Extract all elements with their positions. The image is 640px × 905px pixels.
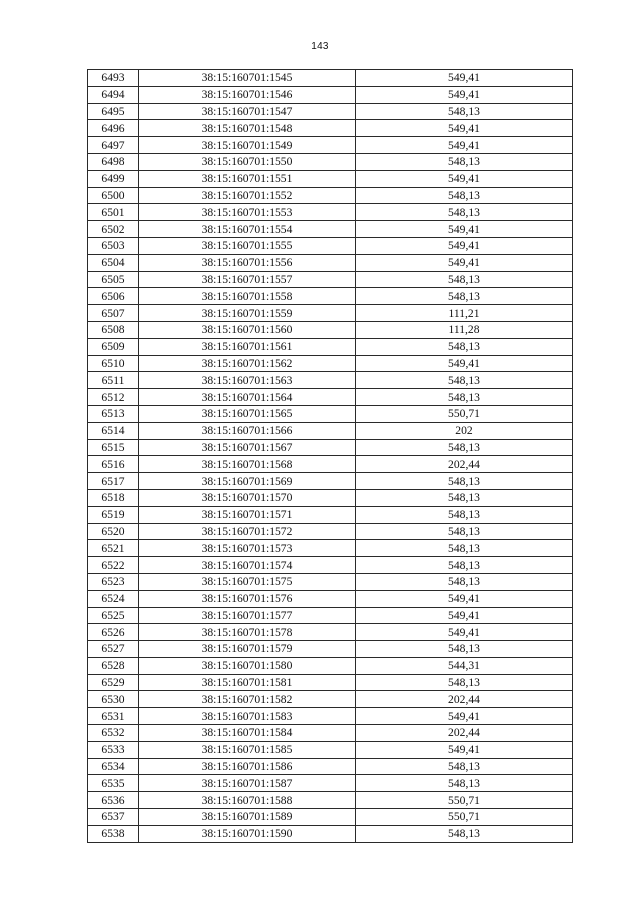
table-row	[88, 120, 573, 137]
row-number-cell: 6504	[88, 254, 139, 271]
cadastral-number-cell: 38:15:160701:1565	[139, 405, 356, 422]
parcel-table-body	[88, 70, 573, 843]
table-row	[88, 792, 573, 809]
row-number-cell: 6534	[88, 758, 139, 775]
page-number: 143	[311, 41, 329, 52]
row-number-cell: 6505	[88, 271, 139, 288]
cadastral-number-cell: 38:15:160701:1583	[139, 708, 356, 725]
area-cell: 548,13	[356, 389, 573, 406]
row-number-cell: 6508	[88, 321, 139, 338]
row-number-cell: 6538	[88, 825, 139, 842]
area-cell: 549,41	[356, 254, 573, 271]
row-number-cell: 6509	[88, 338, 139, 355]
row-number-cell: 6521	[88, 540, 139, 557]
area-cell: 548,13	[356, 473, 573, 490]
row-number-cell: 6513	[88, 405, 139, 422]
area-cell: 202,44	[356, 725, 573, 742]
cadastral-number-cell: 38:15:160701:1552	[139, 187, 356, 204]
area-cell: 548,13	[356, 187, 573, 204]
table-row	[88, 708, 573, 725]
area-cell: 549,41	[356, 221, 573, 238]
row-number-cell: 6517	[88, 473, 139, 490]
table-row	[88, 523, 573, 540]
row-number-cell: 6497	[88, 137, 139, 154]
cadastral-number-cell: 38:15:160701:1549	[139, 137, 356, 154]
row-number-cell: 6535	[88, 775, 139, 792]
area-cell: 548,13	[356, 271, 573, 288]
area-cell: 548,13	[356, 758, 573, 775]
cadastral-number-cell: 38:15:160701:1560	[139, 321, 356, 338]
row-number-cell: 6494	[88, 86, 139, 103]
area-cell: 549,41	[356, 355, 573, 372]
row-number-cell: 6537	[88, 809, 139, 826]
table-row	[88, 540, 573, 557]
cadastral-number-cell: 38:15:160701:1572	[139, 523, 356, 540]
cadastral-number-cell: 38:15:160701:1571	[139, 506, 356, 523]
table-row	[88, 775, 573, 792]
area-cell: 548,13	[356, 523, 573, 540]
cadastral-number-cell: 38:15:160701:1567	[139, 439, 356, 456]
row-number-cell: 6493	[88, 70, 139, 87]
cadastral-number-cell: 38:15:160701:1550	[139, 153, 356, 170]
row-number-cell: 6506	[88, 288, 139, 305]
row-number-cell: 6522	[88, 557, 139, 574]
table-row	[88, 691, 573, 708]
row-number-cell: 6496	[88, 120, 139, 137]
table-row	[88, 137, 573, 154]
row-number-cell: 6532	[88, 725, 139, 742]
row-number-cell: 6512	[88, 389, 139, 406]
area-cell: 549,41	[356, 170, 573, 187]
area-cell: 549,41	[356, 607, 573, 624]
cadastral-number-cell: 38:15:160701:1587	[139, 775, 356, 792]
cadastral-number-cell: 38:15:160701:1548	[139, 120, 356, 137]
area-cell: 548,13	[356, 506, 573, 523]
cadastral-number-cell: 38:15:160701:1586	[139, 758, 356, 775]
area-cell: 548,13	[356, 825, 573, 842]
table-row	[88, 271, 573, 288]
cadastral-number-cell: 38:15:160701:1558	[139, 288, 356, 305]
area-cell: 549,41	[356, 86, 573, 103]
area-cell: 549,41	[356, 70, 573, 87]
area-cell: 548,13	[356, 540, 573, 557]
area-cell: 548,13	[356, 153, 573, 170]
row-number-cell: 6499	[88, 170, 139, 187]
area-cell: 548,13	[356, 573, 573, 590]
area-cell: 549,41	[356, 624, 573, 641]
area-cell: 548,13	[356, 557, 573, 574]
table-row	[88, 456, 573, 473]
area-cell: 548,13	[356, 338, 573, 355]
cadastral-number-cell: 38:15:160701:1584	[139, 725, 356, 742]
row-number-cell: 6511	[88, 372, 139, 389]
area-cell: 548,13	[356, 674, 573, 691]
area-cell: 550,71	[356, 792, 573, 809]
cadastral-number-cell: 38:15:160701:1570	[139, 489, 356, 506]
row-number-cell: 6520	[88, 523, 139, 540]
table-row	[88, 237, 573, 254]
table-row	[88, 153, 573, 170]
area-cell: 544,31	[356, 657, 573, 674]
table-row	[88, 439, 573, 456]
row-number-cell: 6495	[88, 103, 139, 120]
table-row	[88, 557, 573, 574]
row-number-cell: 6529	[88, 674, 139, 691]
area-cell: 111,28	[356, 321, 573, 338]
area-cell: 550,71	[356, 809, 573, 826]
cadastral-number-cell: 38:15:160701:1579	[139, 641, 356, 658]
table-row	[88, 624, 573, 641]
cadastral-number-cell: 38:15:160701:1575	[139, 573, 356, 590]
cadastral-number-cell: 38:15:160701:1566	[139, 422, 356, 439]
cadastral-number-cell: 38:15:160701:1561	[139, 338, 356, 355]
cadastral-number-cell: 38:15:160701:1564	[139, 389, 356, 406]
table-row	[88, 489, 573, 506]
area-cell: 202	[356, 422, 573, 439]
cadastral-number-cell: 38:15:160701:1557	[139, 271, 356, 288]
cadastral-number-cell: 38:15:160701:1577	[139, 607, 356, 624]
cadastral-number-cell: 38:15:160701:1576	[139, 590, 356, 607]
table-row	[88, 809, 573, 826]
area-cell: 548,13	[356, 103, 573, 120]
table-row	[88, 254, 573, 271]
area-cell: 549,41	[356, 741, 573, 758]
area-cell: 548,13	[356, 775, 573, 792]
table-row	[88, 204, 573, 221]
cadastral-number-cell: 38:15:160701:1580	[139, 657, 356, 674]
row-number-cell: 6514	[88, 422, 139, 439]
parcel-table	[87, 69, 573, 843]
cadastral-number-cell: 38:15:160701:1551	[139, 170, 356, 187]
row-number-cell: 6500	[88, 187, 139, 204]
table-row	[88, 741, 573, 758]
area-cell: 549,41	[356, 137, 573, 154]
table-row	[88, 473, 573, 490]
area-cell: 549,41	[356, 708, 573, 725]
table-row	[88, 674, 573, 691]
table-row	[88, 221, 573, 238]
table-row	[88, 657, 573, 674]
table-row	[88, 422, 573, 439]
row-number-cell: 6510	[88, 355, 139, 372]
row-number-cell: 6502	[88, 221, 139, 238]
table-row	[88, 86, 573, 103]
cadastral-number-cell: 38:15:160701:1581	[139, 674, 356, 691]
cadastral-number-cell: 38:15:160701:1585	[139, 741, 356, 758]
table-row	[88, 70, 573, 87]
cadastral-number-cell: 38:15:160701:1547	[139, 103, 356, 120]
table-row	[88, 641, 573, 658]
cadastral-number-cell: 38:15:160701:1578	[139, 624, 356, 641]
area-cell: 549,41	[356, 590, 573, 607]
area-cell: 548,13	[356, 641, 573, 658]
row-number-cell: 6523	[88, 573, 139, 590]
cadastral-number-cell: 38:15:160701:1573	[139, 540, 356, 557]
area-cell: 548,13	[356, 288, 573, 305]
table-row	[88, 170, 573, 187]
area-cell: 202,44	[356, 456, 573, 473]
cadastral-number-cell: 38:15:160701:1563	[139, 372, 356, 389]
cadastral-number-cell: 38:15:160701:1555	[139, 237, 356, 254]
table-row	[88, 506, 573, 523]
row-number-cell: 6515	[88, 439, 139, 456]
table-row	[88, 187, 573, 204]
row-number-cell: 6524	[88, 590, 139, 607]
table-row	[88, 758, 573, 775]
table-row	[88, 355, 573, 372]
area-cell: 549,41	[356, 120, 573, 137]
area-cell: 548,13	[356, 439, 573, 456]
row-number-cell: 6527	[88, 641, 139, 658]
cadastral-number-cell: 38:15:160701:1554	[139, 221, 356, 238]
table-row	[88, 389, 573, 406]
cadastral-number-cell: 38:15:160701:1574	[139, 557, 356, 574]
table-row	[88, 103, 573, 120]
area-cell: 550,71	[356, 405, 573, 422]
area-cell: 548,13	[356, 489, 573, 506]
table-row	[88, 590, 573, 607]
table-row	[88, 338, 573, 355]
table-row	[88, 825, 573, 842]
table-row	[88, 288, 573, 305]
area-cell: 111,21	[356, 305, 573, 322]
row-number-cell: 6526	[88, 624, 139, 641]
area-cell: 202,44	[356, 691, 573, 708]
row-number-cell: 6507	[88, 305, 139, 322]
row-number-cell: 6498	[88, 153, 139, 170]
row-number-cell: 6531	[88, 708, 139, 725]
area-cell: 548,13	[356, 204, 573, 221]
row-number-cell: 6530	[88, 691, 139, 708]
cadastral-number-cell: 38:15:160701:1588	[139, 792, 356, 809]
row-number-cell: 6503	[88, 237, 139, 254]
cadastral-number-cell: 38:15:160701:1582	[139, 691, 356, 708]
row-number-cell: 6516	[88, 456, 139, 473]
row-number-cell: 6525	[88, 607, 139, 624]
cadastral-number-cell: 38:15:160701:1546	[139, 86, 356, 103]
cadastral-number-cell: 38:15:160701:1545	[139, 70, 356, 87]
row-number-cell: 6519	[88, 506, 139, 523]
cadastral-number-cell: 38:15:160701:1559	[139, 305, 356, 322]
table-row	[88, 607, 573, 624]
row-number-cell: 6536	[88, 792, 139, 809]
cadastral-number-cell: 38:15:160701:1562	[139, 355, 356, 372]
table-row	[88, 573, 573, 590]
cadastral-number-cell: 38:15:160701:1568	[139, 456, 356, 473]
cadastral-number-cell: 38:15:160701:1569	[139, 473, 356, 490]
row-number-cell: 6501	[88, 204, 139, 221]
cadastral-number-cell: 38:15:160701:1590	[139, 825, 356, 842]
area-cell: 548,13	[356, 372, 573, 389]
row-number-cell: 6528	[88, 657, 139, 674]
cadastral-number-cell: 38:15:160701:1553	[139, 204, 356, 221]
table-row	[88, 372, 573, 389]
table-row	[88, 305, 573, 322]
cadastral-number-cell: 38:15:160701:1556	[139, 254, 356, 271]
row-number-cell: 6533	[88, 741, 139, 758]
table-row	[88, 405, 573, 422]
table-row	[88, 321, 573, 338]
cadastral-number-cell: 38:15:160701:1589	[139, 809, 356, 826]
table-row	[88, 725, 573, 742]
row-number-cell: 6518	[88, 489, 139, 506]
area-cell: 549,41	[356, 237, 573, 254]
